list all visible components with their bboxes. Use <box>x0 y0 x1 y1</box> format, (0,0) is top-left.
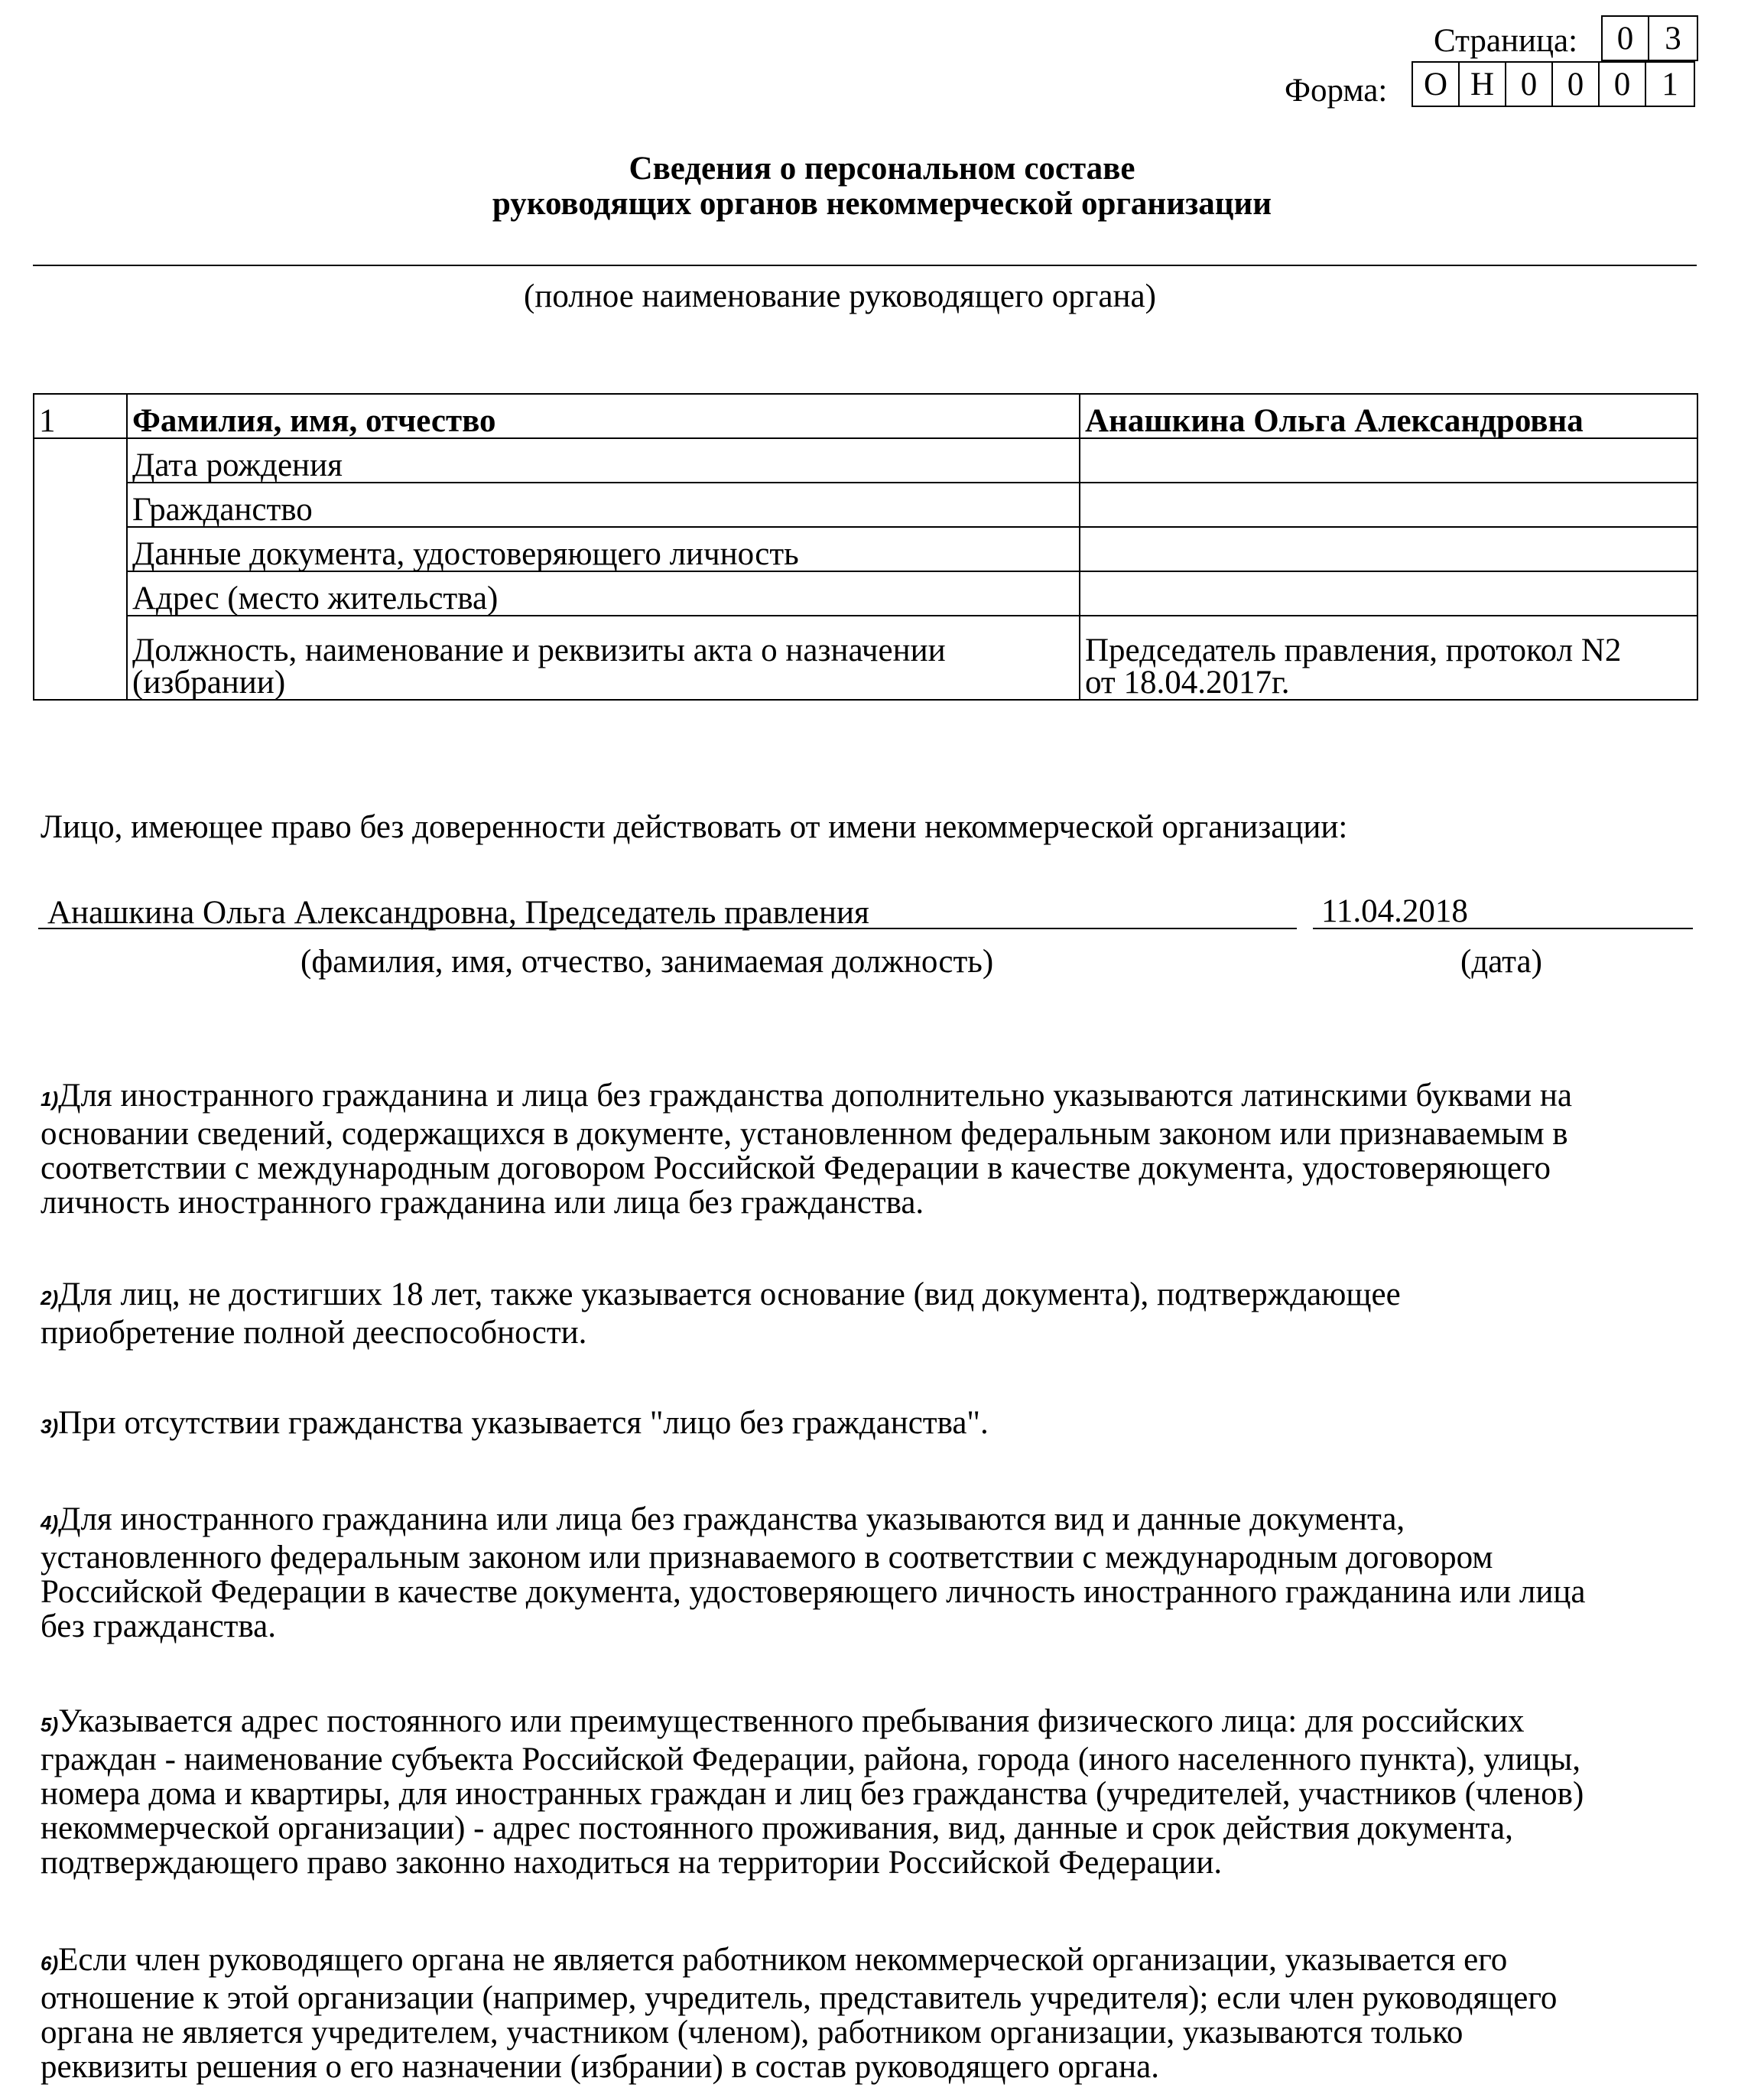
table-row <box>34 438 1697 483</box>
title-line-1: Сведения о персональном составе <box>629 151 1135 187</box>
footnote-line: реквизиты решения о его назначении (избрании) в состав руководящего органа. <box>41 2049 1159 2085</box>
organ-name-line <box>33 265 1697 266</box>
footnote <box>41 1277 1700 1350</box>
title-line-2: руководящих органов некоммерческой организации <box>492 186 1272 222</box>
field-value <box>1080 616 1697 700</box>
footnote-line: приобретение полной дееспособности. <box>41 1315 587 1351</box>
footnote <box>41 1078 1700 1220</box>
field-label-line: Должность, наименование и реквизиты акта о назначении <box>132 633 946 668</box>
form-label: Форма: <box>1285 73 1388 109</box>
footnote-line: Если член руководящего органа не является работником некоммерческой организации, указывается его <box>58 1942 1508 1978</box>
authorized-name: Анашкина Ольга Александровна, Председатель правления <box>47 895 869 931</box>
field-value <box>1080 571 1697 616</box>
page-number-boxes <box>1601 15 1698 61</box>
footnote-line: установленного федеральным законом или признаваемого в соответствии с международным договором <box>41 1540 1493 1576</box>
name-signature-line <box>38 928 1297 929</box>
authorized-intro: Лицо, имеющее право без доверенности действовать от имени некоммерческой организации: <box>41 809 1348 845</box>
footnote-marker: 5) <box>41 1713 59 1736</box>
footnote-line: Для иностранного гражданина и лица без гражданства дополнительно указываются латинскими буквами на <box>58 1078 1572 1114</box>
page-digit-box: 0 <box>1603 17 1649 61</box>
row-number-spacer <box>34 438 127 700</box>
field-label: Адрес (место жительства) <box>127 571 1080 616</box>
footnote <box>41 1704 1700 1880</box>
form-char-box: 0 <box>1600 63 1646 107</box>
page-digit-box: 3 <box>1649 17 1698 61</box>
table-row <box>34 616 1697 700</box>
field-value-line: Председатель правления, протокол N2 <box>1085 633 1622 668</box>
footnote-line: Для лиц, не достигших 18 лет, также указывается основание (вид документа), подтверждающее <box>58 1276 1401 1312</box>
form-char-box: О <box>1413 63 1460 107</box>
footnote-line: При отсутствии гражданства указывается "лицо без гражданства". <box>58 1405 989 1441</box>
footnote-line: граждан - наименование субъекта Российской Федерации, района, города (иного населенного пункта), улицы, <box>41 1741 1580 1777</box>
footnote-line: номера дома и квартиры, для иностранных граждан и лиц без гражданства (учредителей, участников (членов) <box>41 1776 1584 1812</box>
personnel-table <box>33 393 1698 701</box>
date-signature-line <box>1313 928 1693 929</box>
document-title <box>0 151 1764 222</box>
footnote <box>41 1943 1700 2084</box>
table-row <box>34 527 1697 571</box>
field-value-line: от 18.04.2017г. <box>1085 665 1290 701</box>
footnote-marker: 3) <box>41 1415 59 1438</box>
name-caption: (фамилия, имя, отчество, занимаемая должность) <box>300 944 994 980</box>
footnote-line: подтверждающего право законно находиться на территории Российской Федерации. <box>41 1845 1223 1881</box>
footnote-marker: 4) <box>41 1511 59 1534</box>
footnote-marker: 1) <box>41 1088 59 1111</box>
footnote <box>41 1406 1700 1444</box>
footnote-line: Российской Федерации в качестве документа, удостоверяющего личность иностранного гражданина или лица <box>41 1574 1586 1610</box>
footnote-line: без гражданства. <box>41 1608 277 1644</box>
field-label: Данные документа, удостоверяющего личность <box>127 527 1080 571</box>
field-value <box>1080 527 1697 571</box>
form-char-box: Н <box>1460 63 1506 107</box>
footnote-line: Для иностранного гражданина или лица без гражданства указываются вид и данные документа, <box>58 1501 1405 1537</box>
field-value <box>1080 438 1697 483</box>
footnote-line: основании сведений, содержащихся в документе, установленном федеральным законом или признаваемым в <box>41 1116 1568 1152</box>
footnote <box>41 1502 1700 1644</box>
field-label <box>127 616 1080 700</box>
footnote-line: соответствии с международным договором Российской Федерации в качестве документа, удостоверяющего <box>41 1150 1551 1186</box>
field-value <box>1080 483 1697 527</box>
table-row <box>34 571 1697 616</box>
field-label-line: (избрании) <box>132 665 286 701</box>
footnote-line: Указывается адрес постоянного или преимущественного пребывания физического лица: для российских <box>58 1703 1525 1739</box>
field-label: Дата рождения <box>127 438 1080 483</box>
footnote-line: личность иностранного гражданина или лица без гражданства. <box>41 1185 924 1221</box>
footnote-line: отношение к этой организации (например, учредитель, представитель учредителя); если член руководящего <box>41 1980 1558 2016</box>
footnote-line: органа не является учредителем, участником (членом), работником организации, указываются только <box>41 2015 1464 2050</box>
table-row <box>34 483 1697 527</box>
page-label: Страница: <box>1434 23 1578 59</box>
form-char-box: 0 <box>1506 63 1553 107</box>
organ-name-caption: (полное наименование руководящего органа) <box>524 278 1156 314</box>
row-number: 1 <box>34 394 127 438</box>
date-caption: (дата) <box>1460 944 1542 980</box>
form-char-box: 1 <box>1646 63 1695 107</box>
form-char-box: 0 <box>1553 63 1600 107</box>
field-label: Фамилия, имя, отчество <box>127 394 1080 438</box>
field-value: Анашкина Ольга Александровна <box>1080 394 1697 438</box>
footnote-marker: 6) <box>41 1952 59 1975</box>
table-row <box>34 394 1697 438</box>
field-label: Гражданство <box>127 483 1080 527</box>
form-code-boxes <box>1412 61 1695 107</box>
footnote-line: некоммерческой организации) - адрес постоянного проживания, вид, данные и срок действия документа, <box>41 1810 1513 1846</box>
authorized-date: 11.04.2018 <box>1321 893 1468 929</box>
footnote-marker: 2) <box>41 1286 59 1309</box>
